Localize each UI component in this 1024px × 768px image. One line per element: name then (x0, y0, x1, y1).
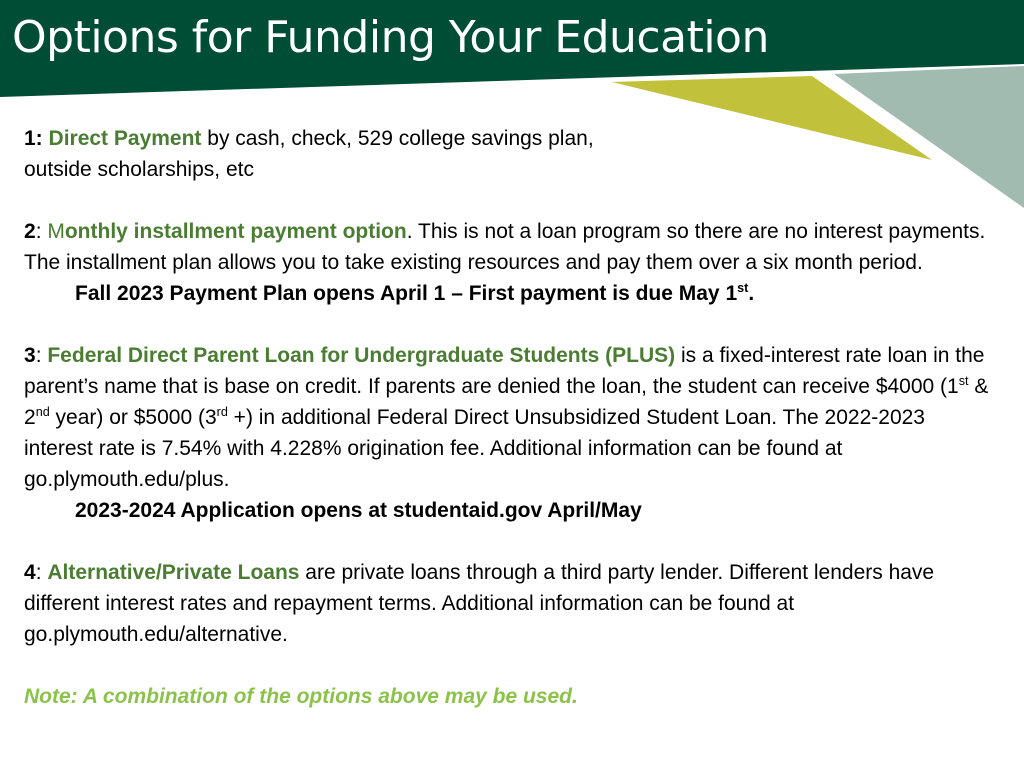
funding-options (24, 123, 999, 712)
option-4: 4: Alternative/Private Loans are private loans through a third party lender. Different lenders have different interest rates and repayment terms. Additional information can be found at go.plymouth.edu/alternative. (24, 561, 935, 646)
option-3-number: 3 (24, 344, 36, 367)
option-4-number: 4 (24, 561, 36, 584)
note: Note: A combination of the options above may be used. (24, 685, 578, 708)
option-2-number: 2 (24, 220, 36, 243)
page-title: Options for Funding Your Education (12, 12, 769, 63)
option-1-text: by cash, check, 529 college savings plan, outside scholarships, etc (24, 127, 594, 181)
option-3-name: Federal Direct Parent Loan for Undergraduate Students (PLUS) (47, 344, 676, 367)
option-4-text: are private loans through a third party lender. Different lenders have different interest rates and repayment terms. Additional information can be found at go.plymouth.edu/alternative. (24, 561, 935, 646)
option-4-name: Alternative/Private Loans (47, 561, 300, 584)
option-2: 2: Monthly installment payment option. This is not a loan program so there are no interest payments. The installment plan allows you to take existing resources and pay them over a six month period. (24, 220, 986, 274)
option-2-highlight: Fall 2023 Payment Plan opens April 1 – First payment is due May 1st. (75, 281, 755, 305)
option-1-number: 1: (24, 127, 43, 150)
option-3: 3: Federal Direct Parent Loan for Undergraduate Students (PLUS) is a fixed-interest rate loan in the parent’s name that is base on credit. If parents are denied the loan, the student can receive $4000 (1st & 2nd year) or $5000 (3rd +) in additional Federal Direct Unsubsidized Student Loan. The 2022-2023 interest rate is 7.54% with 4.228% origination fee. Additional information can be found at go.plymouth.edu/plus. (24, 344, 989, 491)
option-1 (24, 123, 664, 185)
option-2-name: onthly installment payment option (64, 220, 407, 243)
option-2-text: . This is not a loan program so there are no interest payments. The installment plan allows you to take existing resources and pay them over a six month period. (24, 220, 986, 274)
option-3-highlight: 2023-2024 Application opens at studentaid.gov April/May (75, 499, 642, 522)
option-1-name: Direct Payment (48, 127, 202, 150)
option-2-name-initial: M (47, 220, 65, 243)
